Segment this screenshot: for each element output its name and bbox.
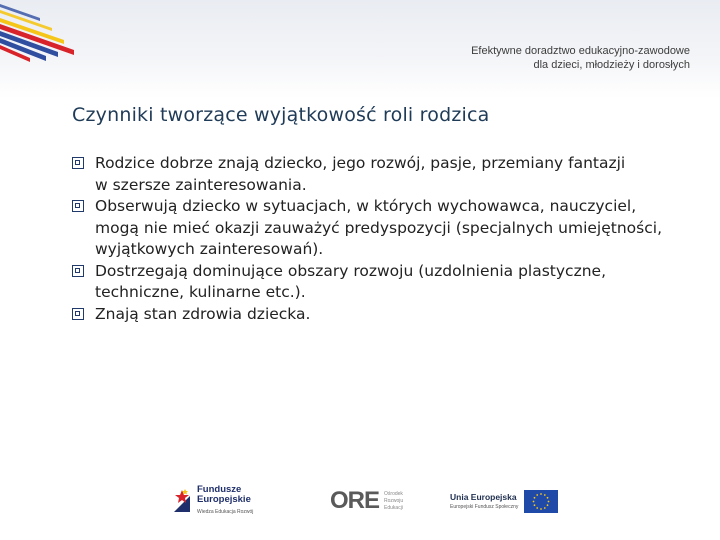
bullet-line: w szersze zainteresowania. <box>95 175 307 194</box>
bullet-list <box>72 153 702 325</box>
ore-logo <box>330 478 403 524</box>
bullet-line: wyjątkowych zainteresowań). <box>95 240 324 258</box>
footer-logos <box>0 478 720 528</box>
eu-line-2: Europejski Fundusz Społeczny <box>450 504 519 510</box>
ore-text <box>384 491 403 512</box>
checkbox-bullet-icon <box>72 157 84 169</box>
bullet-item <box>72 153 702 196</box>
fe-line-1: Fundusze <box>197 484 242 495</box>
bullet-line: techniczne, kulinarne etc.). <box>95 283 306 301</box>
eu-flag-icon <box>524 490 558 513</box>
fe-star-icon <box>172 486 192 516</box>
eu-text <box>450 492 518 510</box>
eu-line-1: Unia Europejska <box>450 492 517 502</box>
bullet-line: Znają stan zdrowia dziecka. <box>95 304 311 323</box>
page-title: Czynniki tworzące wyjątkowość roli rodzica <box>72 104 490 126</box>
fe-text <box>197 485 253 517</box>
ore-line-1: Ośrodek <box>384 490 403 497</box>
bullet-item <box>72 304 702 326</box>
bullet-item <box>72 261 702 304</box>
fe-subtitle: Wiedza Edukacja Rozwój <box>197 509 254 515</box>
decorative-stripes-icon <box>0 0 160 70</box>
ore-mark: ORE <box>330 487 380 514</box>
checkbox-bullet-icon <box>72 200 84 212</box>
ore-line-2: Rozwoju <box>384 497 404 504</box>
bullet-line: mogą nie mieć okazji zauważyć predyspozycji (specjalnych umiejętności, <box>95 218 662 237</box>
bullet-item <box>72 196 702 261</box>
eu-logo <box>450 478 558 524</box>
tagline-line-2: dla dzieci, młodzieży i dorosłych <box>533 59 690 71</box>
tagline-line-1: Efektywne doradztwo edukacyjno-zawodowe <box>471 45 690 57</box>
checkbox-bullet-icon <box>72 308 84 320</box>
ore-line-3: Edukacji <box>384 504 403 511</box>
header-tagline <box>471 44 690 72</box>
bullet-line: Rodzice dobrze znają dziecko, jego rozwój, pasje, przemiany fantazji <box>95 154 626 172</box>
checkbox-bullet-icon <box>72 265 84 277</box>
fundusze-europejskie-logo <box>172 478 253 524</box>
bullet-line: Obserwują dziecko w sytuacjach, w których wychowawca, nauczyciel, <box>95 197 637 215</box>
bullet-line: Dostrzegają dominujące obszary rozwoju (uzdolnienia plastyczne, <box>95 261 606 280</box>
fe-line-2: Europejskie <box>197 494 251 505</box>
